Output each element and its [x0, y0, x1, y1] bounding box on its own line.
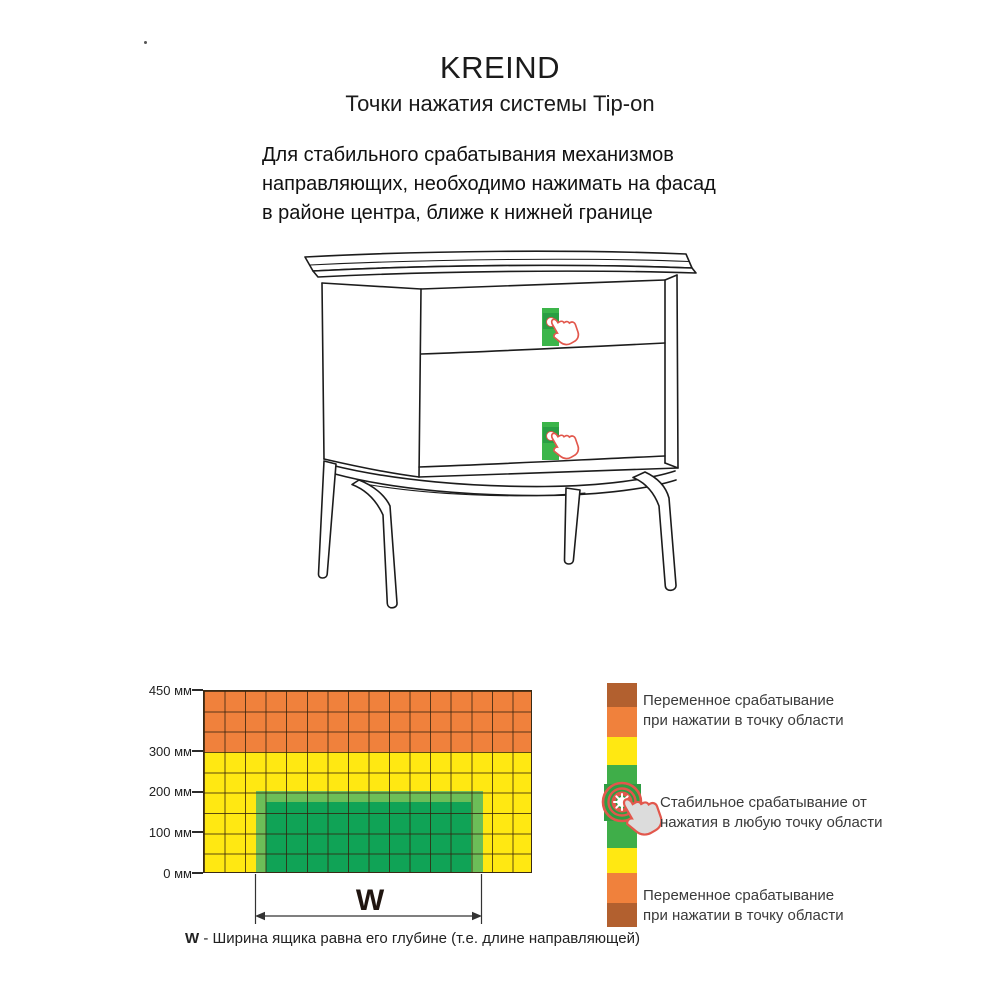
intro-line: в районе центра, ближе к нижней границе	[262, 202, 653, 224]
back-left-leg	[318, 461, 336, 578]
intro-line: Для стабильного срабатывания механизмов	[262, 144, 674, 166]
intro-paragraph	[262, 141, 716, 228]
y-axis-label: 450 мм	[148, 683, 192, 698]
y-axis-tick	[192, 689, 203, 691]
front-right-leg	[633, 472, 676, 590]
y-axis-label: 300 мм	[148, 744, 192, 759]
legend-item-line: Стабильное срабатывание от	[660, 794, 867, 811]
stray-dot	[144, 41, 147, 44]
y-axis-tick	[192, 831, 203, 833]
legend-item-line: при нажатии в точку области	[643, 711, 844, 729]
nightstand-illustration	[255, 243, 715, 635]
legend-item-line: Переменное срабатывание	[643, 692, 835, 709]
front-left-leg	[352, 480, 397, 608]
press-zone-grid	[203, 690, 532, 873]
legend-item-variable-top	[643, 691, 883, 730]
cabinet-body	[322, 275, 678, 477]
y-axis-label: 100 мм	[148, 825, 192, 840]
legend-segment-orange	[607, 873, 637, 903]
legend-segment-orange	[607, 707, 637, 737]
caption-w: W	[185, 930, 200, 947]
page-title: KREIND	[439, 50, 561, 85]
legend-item-variable-bottom	[643, 886, 883, 925]
y-axis-tick	[192, 872, 203, 874]
width-dimension-label: W	[355, 884, 385, 917]
y-axis-tick	[192, 750, 203, 752]
tabletop	[305, 251, 696, 277]
caption-text: - Ширина ящика равна его глубине (т.е. длине направляющей)	[199, 930, 640, 947]
back-right-leg	[565, 488, 581, 564]
page-subtitle: Точки нажатия системы Tip-on	[345, 91, 655, 116]
legend-segment-yellow	[607, 737, 637, 765]
legend-item-line: Переменное срабатывание	[643, 887, 835, 904]
y-axis-tick	[192, 791, 203, 793]
intro-line: направляющих, необходимо нажимать на фасад	[262, 173, 716, 195]
legend-segment-brown	[607, 903, 637, 927]
grid-lines	[204, 691, 531, 872]
legend-item-line: нажатия в любую точку области	[660, 813, 883, 831]
y-axis-label: 0 мм	[163, 866, 192, 881]
legend-item-line: при нажатии в точку области	[643, 906, 844, 924]
y-axis-label: 200 мм	[148, 784, 192, 799]
chart-caption	[185, 930, 640, 947]
legend-segment-brown	[607, 683, 637, 707]
legend-item-stable	[660, 793, 900, 832]
